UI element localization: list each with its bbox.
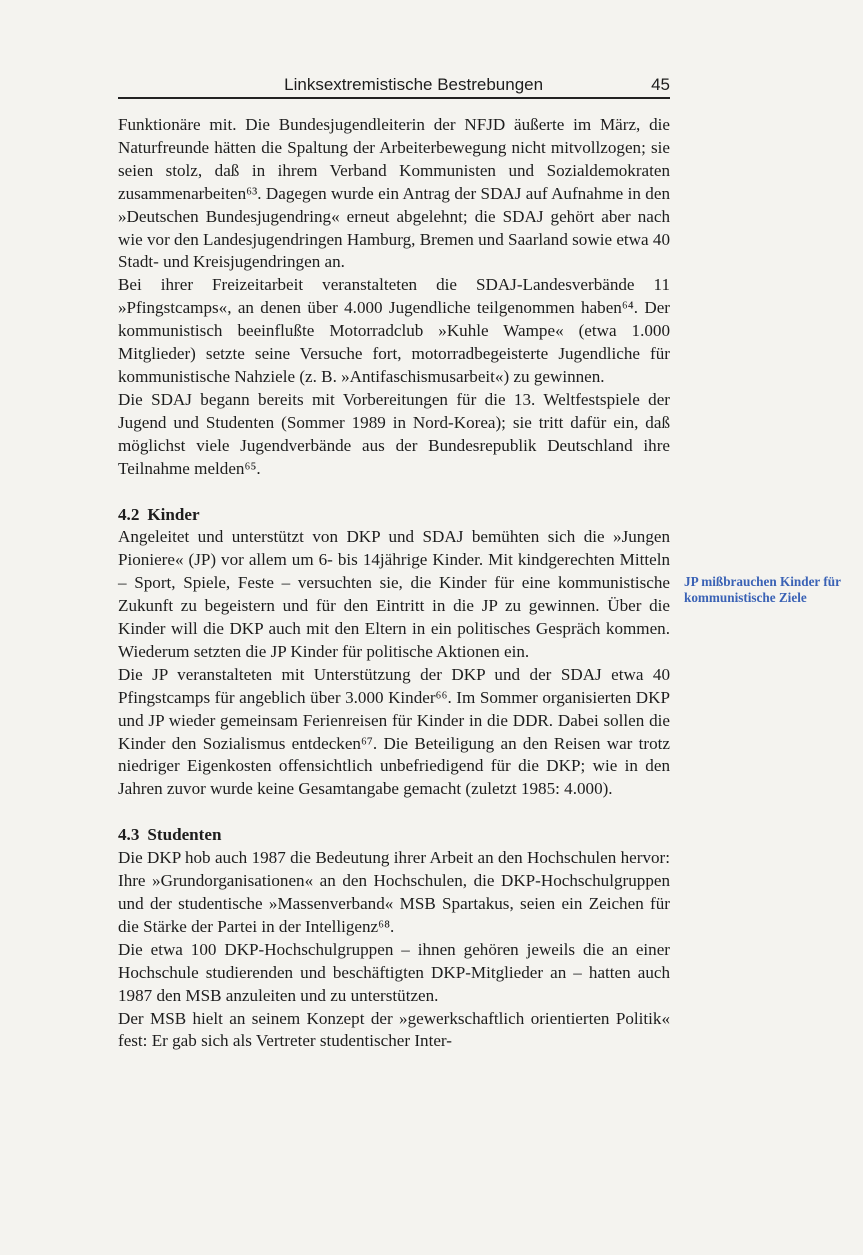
section-number: 4.2 — [118, 504, 140, 524]
paragraph: Die DKP hob auch 1987 die Bedeutung ihrer Arbeit an den Hochschulen hervor: Ihre »Grundorganisationen« an den Hochschulen, die DKP-Hochschulgruppen und der studentische »Massenverband« MSB Spartakus, seien ein Zeichen für die Stärke der Partei in der Intelligenz⁶⁸. — [118, 848, 670, 936]
page-header — [118, 75, 670, 99]
margin-note: JP mißbrauchen Kinder für kommunistische Ziele — [684, 574, 841, 605]
paragraph: Bei ihrer Freizeitarbeit veranstalteten die SDAJ-Landesverbände 11 »Pfingstcamps«, an denen über 4.000 Jugendliche teilgenommen haben⁶⁴. Der kommunistisch beeinflußte Motorradclub »Kuhle Wampe« (etwa 1.000 Mitglieder) setzte seine Versuche fort, motorradbegeisterte Jugendliche für kommunistische Nahziele (z. B. »Antifaschismusarbeit«) zu gewinnen. — [118, 275, 670, 386]
page-number: 45 — [651, 75, 670, 94]
paragraph: Die etwa 100 DKP-Hochschulgruppen – ihnen gehören jeweils die an einer Hochschule studierenden und beschäftigten DKP-Mitglieder an – hatten auch 1987 den MSB anzuleiten und zu unterstützen. — [118, 939, 670, 1005]
body-text — [118, 114, 670, 1053]
section-heading-kinder — [118, 504, 670, 527]
section-number: 4.3 — [118, 825, 140, 845]
paragraph: Die SDAJ begann bereits mit Vorbereitungen für die 13. Weltfestspiele der Jugend und Studenten (Sommer 1989 in Nord-Korea); sie tritt dafür ein, daß möglichst viele Jugendverbände aus der Bundesrepublik Deutschland ihre Teilnahme melden⁶⁵. — [118, 389, 670, 478]
section-heading-studenten — [118, 824, 670, 847]
paragraph: Die JP veranstalteten mit Unterstützung der DKP und der SDAJ etwa 40 Pfingstcamps für angeblich über 3.000 Kinder⁶⁶. Im Sommer organisierten DKP und JP wieder gemeinsam Ferienreisen für Kinder in die DDR. Dabei sollen die Kinder den Sozialismus entdecken⁶⁷. Die Beteiligung an den Reisen war trotz niedriger Eigenkosten offensichtlich unbefriedigend für die DKP; wie in den Jahren zuvor wurde keine Gesamtangabe gemacht (zuletzt 1985: 4.000). — [118, 664, 670, 799]
paragraph: Der MSB hielt an seinem Konzept der »gewerkschaftlich orientierten Politik« fest: Er gab sich als Vertreter studentischer Inter- — [118, 1008, 670, 1051]
paragraph: Angeleitet und unterstützt von DKP und SDAJ bemühten sich die »Jungen Pioniere« (JP) vor allem um 6- bis 14jährige Kinder. Mit kindgerechten Mitteln – Sport, Spiele, Feste – versuchten sie, die Kinder für eine kommunistische Zukunft zu begeistern und für den Eintritt in die JP zu gewinnen. Über die Kinder will die DKP auch mit den Eltern in ein politisches Gespräch kommen. Wiederum setzten die JP Kinder für politische Aktionen ein. — [118, 527, 670, 661]
section-title: Kinder — [147, 504, 200, 524]
running-title: Linksextremistische Bestrebungen — [284, 75, 544, 94]
paragraph: Funktionäre mit. Die Bundesjugendleiterin der NFJD äußerte im März, die Naturfreunde hätten die Spaltung der Arbeiterbewegung nicht mitvollzogen; sie seien stolz, daß in ihrem Verband Kommunisten und Sozialdemokraten zusammenarbeiten⁶³. Dagegen wurde ein Antrag der SDAJ auf Aufnahme in den »Deutschen Bundesjugendring« erneut abgelehnt; die SDAJ gehört aber nach wie vor den Landesjugendringen Hamburg, Bremen und Saarland sowie etwa 40 Stadt- und Kreisjugendringen an. — [118, 115, 670, 272]
section-title: Studenten — [147, 825, 222, 845]
